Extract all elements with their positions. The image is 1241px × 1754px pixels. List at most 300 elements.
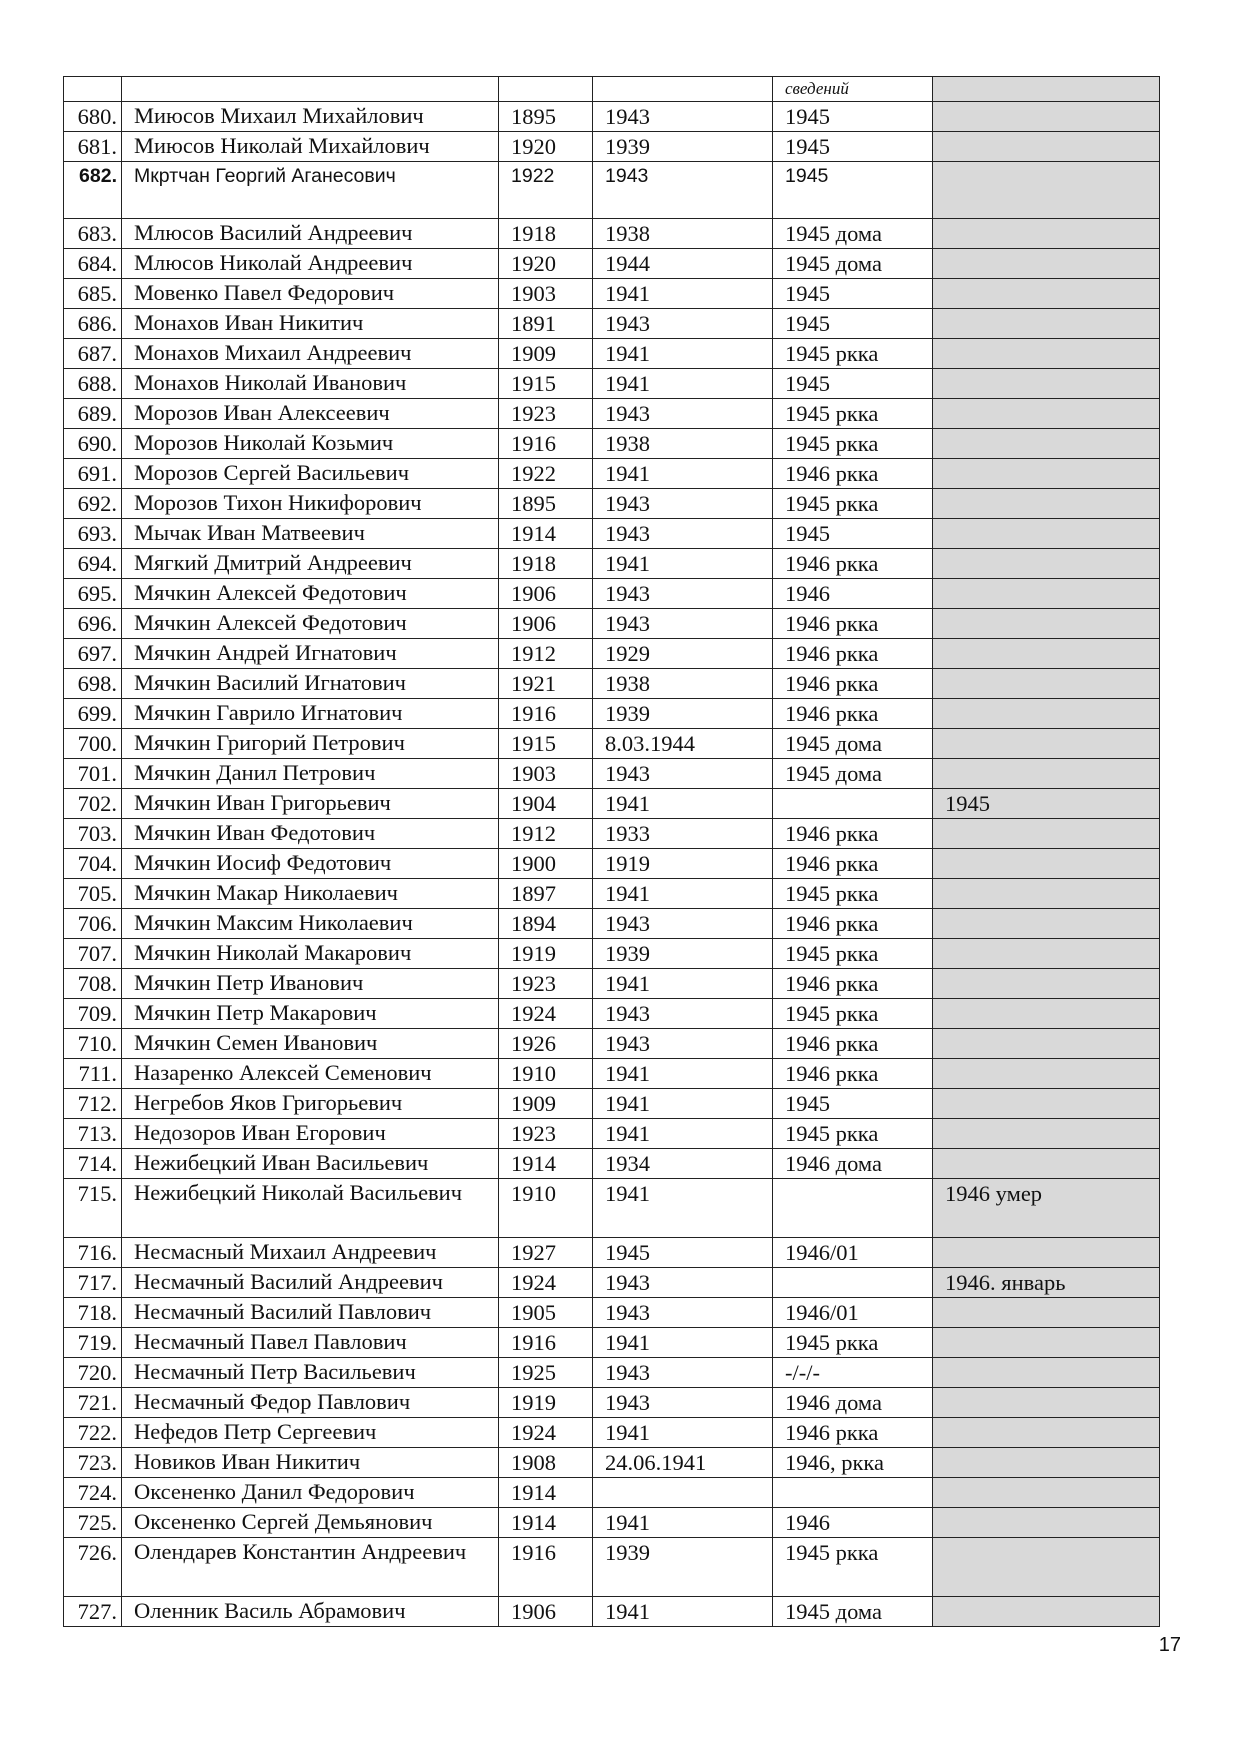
drafted-cell: 1941 [593,339,773,369]
extra-cell [933,1119,1160,1149]
num-cell: 711. [64,1059,122,1089]
returned-cell: 1945 [773,309,933,339]
returned-cell: 1946 ркка [773,609,933,639]
name-cell: Мячкин Петр Макарович [122,999,499,1029]
num-cell: 683. [64,219,122,249]
born-year-cell: 1897 [499,879,593,909]
name-cell: Несмачный Федор Павлович [122,1388,499,1418]
returned-cell: 1946/01 [773,1298,933,1328]
returned-cell [773,1268,933,1298]
name-cell: Оксененко Сергей Демьянович [122,1508,499,1538]
born-year-cell: 1916 [499,1328,593,1358]
extra-cell [933,999,1160,1029]
drafted-cell: 1939 [593,1538,773,1597]
drafted-cell: 1941 [593,1418,773,1448]
name-cell: Мячкин Иван Григорьевич [122,789,499,819]
num-cell: 680. [64,102,122,132]
extra-cell [933,1388,1160,1418]
table-row [64,1119,1160,1149]
name-cell: Оксененко Данил Федорович [122,1478,499,1508]
roster-table [63,76,1160,1627]
born-year-cell: 1914 [499,519,593,549]
table-row [64,249,1160,279]
name-cell: Мячкин Алексей Федотович [122,579,499,609]
returned-cell: 1945 ркка [773,879,933,909]
num-cell: 684. [64,249,122,279]
num-cell: 706. [64,909,122,939]
born-year-cell: 1910 [499,1179,593,1238]
drafted-cell: 1943 [593,102,773,132]
born-year-cell: 1909 [499,1089,593,1119]
returned-cell [773,789,933,819]
born-year-cell: 1895 [499,489,593,519]
num-cell: 707. [64,939,122,969]
drafted-cell: 1943 [593,999,773,1029]
name-cell: Монахов Иван Никитич [122,309,499,339]
num-cell: 697. [64,639,122,669]
returned-cell: 1945 ркка [773,429,933,459]
table-row [64,369,1160,399]
extra-cell [933,219,1160,249]
num-cell: 700. [64,729,122,759]
extra-cell [933,249,1160,279]
drafted-cell: 1943 [593,1298,773,1328]
num-cell: 722. [64,1418,122,1448]
num-cell: 714. [64,1149,122,1179]
num-cell: 705. [64,879,122,909]
name-cell: Нежибецкий Иван Васильевич [122,1149,499,1179]
born-year-cell: 1924 [499,1418,593,1448]
drafted-cell: 1941 [593,459,773,489]
num-cell: 718. [64,1298,122,1328]
drafted-cell: 1943 [593,162,773,219]
born-year-cell: 1925 [499,1358,593,1388]
returned-cell: 1945 [773,102,933,132]
returned-cell: 1945 ркка [773,939,933,969]
extra-cell [933,1298,1160,1328]
returned-cell: 1945 [773,519,933,549]
returned-cell: 1945 [773,162,933,219]
table-row [64,1328,1160,1358]
extra-cell [933,1059,1160,1089]
born-year-cell: 1923 [499,399,593,429]
drafted-cell: 24.06.1941 [593,1448,773,1478]
born-year-cell: 1926 [499,1029,593,1059]
table-row [64,132,1160,162]
drafted-cell: 1941 [593,1119,773,1149]
table-row [64,1268,1160,1298]
born-year-cell: 1919 [499,939,593,969]
table-row [64,339,1160,369]
table-row [64,1179,1160,1238]
born-year-cell: 1912 [499,639,593,669]
returned-cell: 1945 ркка [773,339,933,369]
table-row [64,102,1160,132]
drafted-cell: 1943 [593,399,773,429]
name-cell: Морозов Тихон Никифорович [122,489,499,519]
num-cell: 694. [64,549,122,579]
name-cell: Млюсов Василий Андреевич [122,219,499,249]
table-row [64,729,1160,759]
extra-cell [933,729,1160,759]
returned-cell: 1945 [773,1089,933,1119]
drafted-cell: 1938 [593,219,773,249]
table-row [64,1478,1160,1508]
name-cell: Мячкин Иосиф Федотович [122,849,499,879]
born-year-cell: 1919 [499,1388,593,1418]
returned-cell: 1946 ркка [773,909,933,939]
returned-cell: 1946 [773,1508,933,1538]
drafted-cell: 1933 [593,819,773,849]
name-cell: Несмачный Василий Павлович [122,1298,499,1328]
name-cell: Олендарев Константин Андреевич [122,1538,499,1597]
extra-cell [933,1328,1160,1358]
num-cell: 691. [64,459,122,489]
born-year-cell: 1891 [499,309,593,339]
born-year-cell: 1895 [499,102,593,132]
returned-cell: 1946 ркка [773,549,933,579]
returned-cell: 1946 дома [773,1149,933,1179]
drafted-cell: 1941 [593,1597,773,1627]
returned-cell: 1945 [773,369,933,399]
born-year-cell: 1909 [499,339,593,369]
name-cell: Миюсов Михаил Михайлович [122,102,499,132]
drafted-cell: 1939 [593,699,773,729]
drafted-cell: 1943 [593,309,773,339]
extra-cell [933,132,1160,162]
extra-cell [933,399,1160,429]
born-year-cell: 1923 [499,1119,593,1149]
table-row [64,279,1160,309]
num-cell: 721. [64,1388,122,1418]
num-cell: 725. [64,1508,122,1538]
num-cell: 698. [64,669,122,699]
name-cell: Морозов Сергей Васильевич [122,459,499,489]
born-year-cell: 1920 [499,132,593,162]
num-cell: 702. [64,789,122,819]
num-cell: 717. [64,1268,122,1298]
extra-cell [933,1418,1160,1448]
extra-cell [933,759,1160,789]
name-cell: Новиков Иван Никитич [122,1448,499,1478]
drafted-cell: 1941 [593,1179,773,1238]
born-year-cell: 1908 [499,1448,593,1478]
extra-cell [933,549,1160,579]
table-row [64,162,1160,219]
extra-cell [933,309,1160,339]
table-row [64,1418,1160,1448]
drafted-cell: 1941 [593,279,773,309]
returned-cell: 1945 дома [773,1597,933,1627]
table-row [64,819,1160,849]
table-row [64,1538,1160,1597]
extra-cell [933,1508,1160,1538]
table-row [64,909,1160,939]
extra-cell [933,1149,1160,1179]
extra-cell [933,1029,1160,1059]
num-cell: 712. [64,1089,122,1119]
num-cell: 727. [64,1597,122,1627]
num-cell: 692. [64,489,122,519]
table-row [64,669,1160,699]
num-cell: 726. [64,1538,122,1597]
born-year-cell: 1922 [499,162,593,219]
table-row [64,459,1160,489]
extra-cell [933,1478,1160,1508]
table-row [64,969,1160,999]
born-year-cell: 1905 [499,1298,593,1328]
born-year-cell: 1915 [499,369,593,399]
drafted-cell: 1943 [593,519,773,549]
drafted-cell: 1941 [593,969,773,999]
returned-cell: 1946 ркка [773,849,933,879]
drafted-cell: 1941 [593,1508,773,1538]
extra-cell [933,339,1160,369]
extra-cell [933,102,1160,132]
returned-cell [773,1179,933,1238]
returned-cell: -/-/- [773,1358,933,1388]
header-born-cell [499,77,593,102]
drafted-cell: 1939 [593,132,773,162]
table-row [64,879,1160,909]
name-cell: Мычак Иван Матвеевич [122,519,499,549]
born-year-cell: 1920 [499,249,593,279]
table-row [64,639,1160,669]
born-year-cell: 1915 [499,729,593,759]
drafted-cell: 1943 [593,759,773,789]
extra-cell [933,162,1160,219]
num-cell: 715. [64,1179,122,1238]
drafted-cell: 1934 [593,1149,773,1179]
header-row [64,77,1160,102]
num-cell: 724. [64,1478,122,1508]
drafted-cell: 1938 [593,669,773,699]
born-year-cell: 1924 [499,999,593,1029]
extra-cell [933,519,1160,549]
returned-cell: 1946, ркка [773,1448,933,1478]
drafted-cell: 1945 [593,1238,773,1268]
num-cell: 699. [64,699,122,729]
name-cell: Нефедов Петр Сергеевич [122,1418,499,1448]
num-cell: 703. [64,819,122,849]
name-cell: Мячкин Василий Игнатович [122,669,499,699]
extra-cell [933,1538,1160,1597]
name-cell: Мячкин Петр Иванович [122,969,499,999]
num-cell: 682. [64,162,122,219]
returned-cell: 1945 ркка [773,1538,933,1597]
returned-cell: 1945 дома [773,759,933,789]
name-cell: Мячкин Данил Петрович [122,759,499,789]
returned-cell: 1945 ркка [773,489,933,519]
returned-cell: 1946 ркка [773,1059,933,1089]
name-cell: Мягкий Дмитрий Андреевич [122,549,499,579]
table-row [64,1238,1160,1268]
table-row [64,489,1160,519]
drafted-cell: 8.03.1944 [593,729,773,759]
extra-cell [933,939,1160,969]
table-row [64,999,1160,1029]
returned-cell: 1945 [773,132,933,162]
drafted-cell: 1943 [593,1029,773,1059]
born-year-cell: 1918 [499,549,593,579]
returned-cell: 1946 ркка [773,1418,933,1448]
extra-cell [933,639,1160,669]
drafted-cell: 1943 [593,609,773,639]
name-cell: Монахов Николай Иванович [122,369,499,399]
returned-cell: 1945 ркка [773,399,933,429]
table-row [64,1448,1160,1478]
table-row [64,939,1160,969]
num-cell: 720. [64,1358,122,1388]
returned-cell: 1945 дома [773,219,933,249]
page-number: 17 [1158,1634,1181,1656]
born-year-cell: 1916 [499,699,593,729]
returned-cell: 1945 [773,279,933,309]
drafted-cell: 1941 [593,369,773,399]
born-year-cell: 1900 [499,849,593,879]
name-cell: Мячкин Семен Иванович [122,1029,499,1059]
name-cell: Мячкин Григорий Петрович [122,729,499,759]
extra-cell [933,279,1160,309]
table-row [64,1089,1160,1119]
header-returned-cell: сведений [773,77,933,102]
name-cell: Мячкин Алексей Федотович [122,609,499,639]
born-year-cell: 1916 [499,1538,593,1597]
name-cell: Мячкин Гаврило Игнатович [122,699,499,729]
extra-cell [933,489,1160,519]
table-row [64,789,1160,819]
table-row [64,549,1160,579]
returned-cell: 1945 ркка [773,1328,933,1358]
born-year-cell: 1924 [499,1268,593,1298]
returned-cell [773,1478,933,1508]
table-row [64,1059,1160,1089]
returned-cell: 1946 ркка [773,639,933,669]
extra-cell [933,579,1160,609]
table-row [64,309,1160,339]
name-cell: Несмачный Павел Павлович [122,1328,499,1358]
num-cell: 693. [64,519,122,549]
extra-cell: 1946 умер [933,1179,1160,1238]
table-row [64,1597,1160,1627]
drafted-cell: 1938 [593,429,773,459]
table-row [64,849,1160,879]
born-year-cell: 1923 [499,969,593,999]
num-cell: 688. [64,369,122,399]
table-row [64,1388,1160,1418]
num-cell: 686. [64,309,122,339]
extra-cell [933,879,1160,909]
name-cell: Млюсов Николай Андреевич [122,249,499,279]
born-year-cell: 1894 [499,909,593,939]
table-row [64,1508,1160,1538]
table-row [64,429,1160,459]
table-row [64,1029,1160,1059]
returned-cell: 1945 дома [773,249,933,279]
born-year-cell: 1914 [499,1149,593,1179]
born-year-cell: 1914 [499,1478,593,1508]
num-cell: 704. [64,849,122,879]
extra-cell [933,369,1160,399]
born-year-cell: 1921 [499,669,593,699]
returned-cell: 1946 ркка [773,819,933,849]
num-cell: 685. [64,279,122,309]
name-cell: Миюсов Николай Михайлович [122,132,499,162]
drafted-cell: 1941 [593,1328,773,1358]
extra-cell: 1946. январь [933,1268,1160,1298]
returned-cell: 1946 ркка [773,1029,933,1059]
name-cell: Несмачный Василий Андреевич [122,1268,499,1298]
drafted-cell: 1943 [593,489,773,519]
roster-body [64,77,1160,1627]
num-cell: 689. [64,399,122,429]
drafted-cell: 1941 [593,789,773,819]
table-row [64,1298,1160,1328]
returned-cell: 1945 дома [773,729,933,759]
born-year-cell: 1903 [499,279,593,309]
name-cell: Мячкин Николай Макарович [122,939,499,969]
returned-cell: 1946 ркка [773,969,933,999]
drafted-cell: 1941 [593,1059,773,1089]
name-cell: Мячкин Андрей Игнатович [122,639,499,669]
num-cell: 716. [64,1238,122,1268]
num-cell: 708. [64,969,122,999]
returned-cell: 1946 ркка [773,459,933,489]
drafted-cell: 1941 [593,549,773,579]
table-row [64,399,1160,429]
born-year-cell: 1906 [499,579,593,609]
name-cell: Морозов Иван Алексеевич [122,399,499,429]
num-cell: 709. [64,999,122,1029]
born-year-cell: 1927 [499,1238,593,1268]
drafted-cell: 1929 [593,639,773,669]
extra-cell [933,849,1160,879]
born-year-cell: 1906 [499,609,593,639]
num-cell: 690. [64,429,122,459]
returned-cell: 1946 ркка [773,669,933,699]
name-cell: Морозов Николай Козьмич [122,429,499,459]
num-cell: 687. [64,339,122,369]
num-cell: 723. [64,1448,122,1478]
num-cell: 710. [64,1029,122,1059]
extra-cell [933,969,1160,999]
born-year-cell: 1918 [499,219,593,249]
header-name-cell [122,77,499,102]
table-row [64,519,1160,549]
born-year-cell: 1914 [499,1508,593,1538]
num-cell: 695. [64,579,122,609]
extra-cell [933,609,1160,639]
drafted-cell: 1939 [593,939,773,969]
returned-cell: 1946/01 [773,1238,933,1268]
num-cell: 701. [64,759,122,789]
drafted-cell: 1941 [593,879,773,909]
name-cell: Мячкин Макар Николаевич [122,879,499,909]
drafted-cell: 1941 [593,1089,773,1119]
name-cell: Негребов Яков Григорьевич [122,1089,499,1119]
drafted-cell: 1943 [593,909,773,939]
name-cell: Недозоров Иван Егорович [122,1119,499,1149]
extra-cell [933,1358,1160,1388]
extra-cell [933,1597,1160,1627]
born-year-cell: 1910 [499,1059,593,1089]
table-row [64,609,1160,639]
name-cell: Мячкин Максим Николаевич [122,909,499,939]
table-row [64,699,1160,729]
name-cell: Нежибецкий Николай Васильевич [122,1179,499,1238]
name-cell: Несмачный Петр Васильевич [122,1358,499,1388]
drafted-cell: 1943 [593,1268,773,1298]
